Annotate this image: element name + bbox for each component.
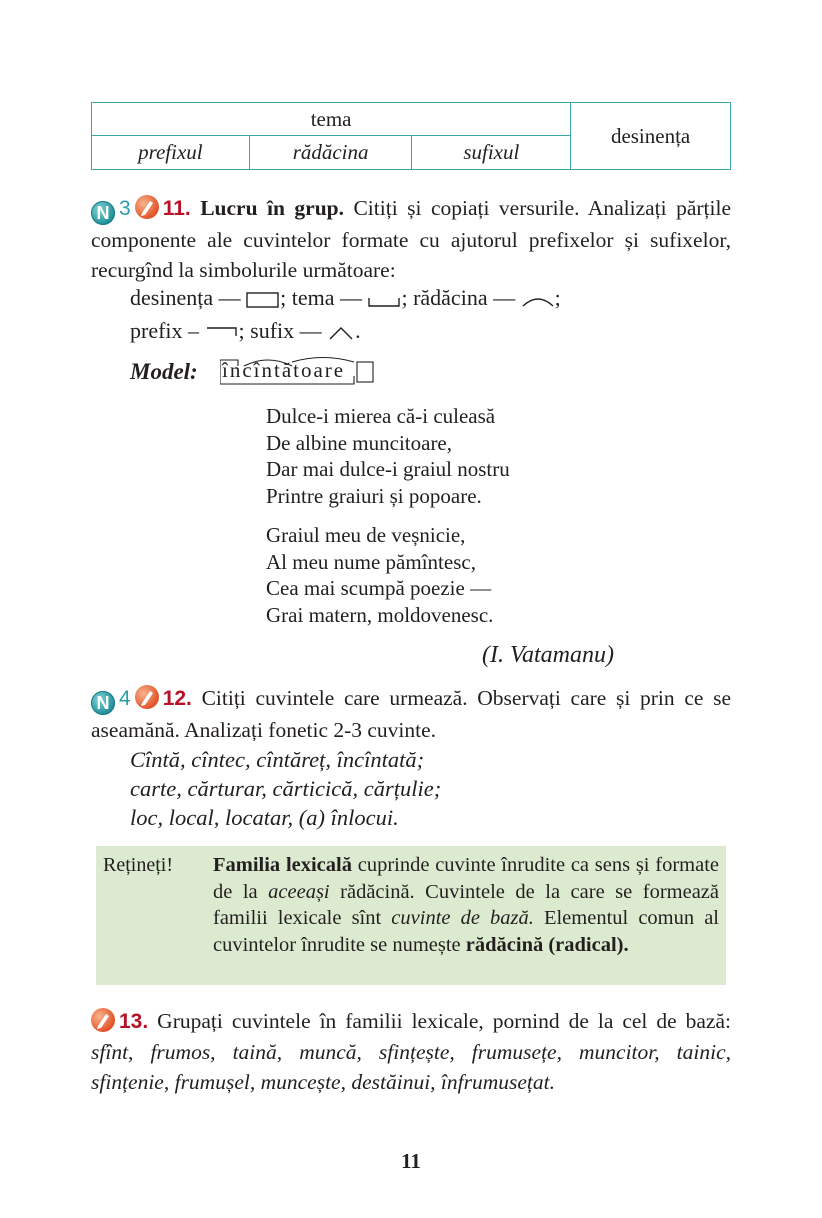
poem-line: Printre graiuri și popoare. <box>266 483 482 508</box>
poem-line: Graiul meu de veșnicie, <box>266 523 466 547</box>
exercise-number: 11. <box>162 197 191 220</box>
level-n-icon: N <box>91 691 115 715</box>
pencil-icon <box>135 685 159 709</box>
table-cell-sufixul: sufixul <box>412 136 571 170</box>
term-italic: cuvinte de bază. <box>391 907 534 929</box>
poem-stanza-2 <box>266 522 493 628</box>
exercise-word-list: sfînt, frumos, taină, muncă, sfințește, frumusețe, muncitor, tainic, sfințenie, frumușel, muncește, destăinui, înfrumusețat. <box>91 1040 731 1094</box>
remember-note-box <box>96 846 726 985</box>
symbol-label-desinenta: desinența — <box>130 285 241 310</box>
symbols-line-2 <box>130 315 361 347</box>
symbol-label-prefix: prefix – <box>130 318 200 343</box>
pencil-icon <box>135 195 159 219</box>
poem-line: De albine muncitoare, <box>266 430 453 455</box>
note-text: cuprinde cuvinte înrudite ca sens și formate de la <box>213 854 719 903</box>
pencil-icon <box>91 1008 115 1032</box>
exercise-12-words <box>130 745 441 832</box>
page-number: 11 <box>401 1149 421 1173</box>
prefix-symbol-icon <box>205 323 239 343</box>
table-cell-prefixul: prefixul <box>92 136 250 170</box>
symbol-separator: ; <box>554 285 561 310</box>
exercise-11-instructions <box>91 193 731 285</box>
poem-line: Al meu nume pămîntesc, <box>266 549 476 574</box>
term-bold: Familia lexicală <box>213 854 352 876</box>
note-text: rădăcină. Cuvintele de la care se formează familii lexicale sînt <box>213 880 719 929</box>
exercise-number: 13. <box>119 1010 149 1033</box>
symbol-label-radacina: ; rădăcina — <box>401 285 516 310</box>
arc-symbol-icon <box>521 290 555 310</box>
exercise-title: Lucru în grup. <box>200 196 344 220</box>
poem-line: Grai matern, moldovenesc. <box>266 602 494 627</box>
remember-label: Rețineți! <box>103 854 173 876</box>
exercise-text: Grupați cuvintele în familii lexicale, pornind de la cel de bază: <box>157 1009 731 1033</box>
model-word-text: încîntătoare <box>222 358 346 382</box>
note-text: Elementul comun al cuvintelor înrudite se numește <box>213 907 719 956</box>
exercise-text: Citiți și copiați versurile. Analizați părțile componente ale cuvintelor formate cu ajutorul prefixelor și sufixelor, recurgînd la simbolurile următoare: <box>91 196 731 282</box>
level-n-icon: N <box>91 201 115 225</box>
poem-line: Cea mai scumpă poezie — <box>266 576 492 600</box>
poem-stanza-1 <box>266 403 510 509</box>
poem-author: (I. Vatamanu) <box>482 642 614 668</box>
exercise-12-instructions <box>91 683 731 745</box>
symbol-separator: . <box>355 318 361 343</box>
word-line: loc, local, locatar, (a) înlocui. <box>130 805 399 830</box>
table-header-tema: tema <box>92 103 571 136</box>
remember-text <box>213 852 719 958</box>
caret-symbol-icon <box>327 323 355 343</box>
poem-line: Dulce-i mierea că-i culeasă <box>266 404 496 428</box>
table-cell-radacina: rădăcina <box>249 136 412 170</box>
table-header-desinenta: desinența <box>571 103 731 170</box>
box-symbol-icon <box>246 290 280 310</box>
term-italic: aceeași <box>268 880 330 903</box>
model-label: Model: <box>130 359 198 384</box>
level-number: 4 <box>119 687 131 710</box>
term-bold: rădăcină (radical). <box>465 933 629 956</box>
poem-line: Dar mai dulce-i graiul nostru <box>266 457 510 481</box>
word-line: Cîntă, cîntec, cîntăreț, încîntată; <box>130 747 425 772</box>
symbol-label-sufix: ; sufix — <box>238 318 322 343</box>
level-number: 3 <box>119 197 131 220</box>
bracket-symbol-icon <box>367 290 401 310</box>
symbols-line-1 <box>130 282 561 314</box>
word-line: carte, cărturar, cărticică, cărțulie; <box>130 776 442 801</box>
symbol-label-tema: ; tema — <box>280 285 362 310</box>
exercise-number: 12. <box>162 687 192 710</box>
word-structure-table <box>91 102 731 170</box>
exercise-13-instructions <box>91 1006 731 1097</box>
exercise-text: Citiți cuvintele care urmează. Observați care și prin ce se aseamănă. Analizați fonetic 2-3 cuvinte. <box>91 686 731 742</box>
